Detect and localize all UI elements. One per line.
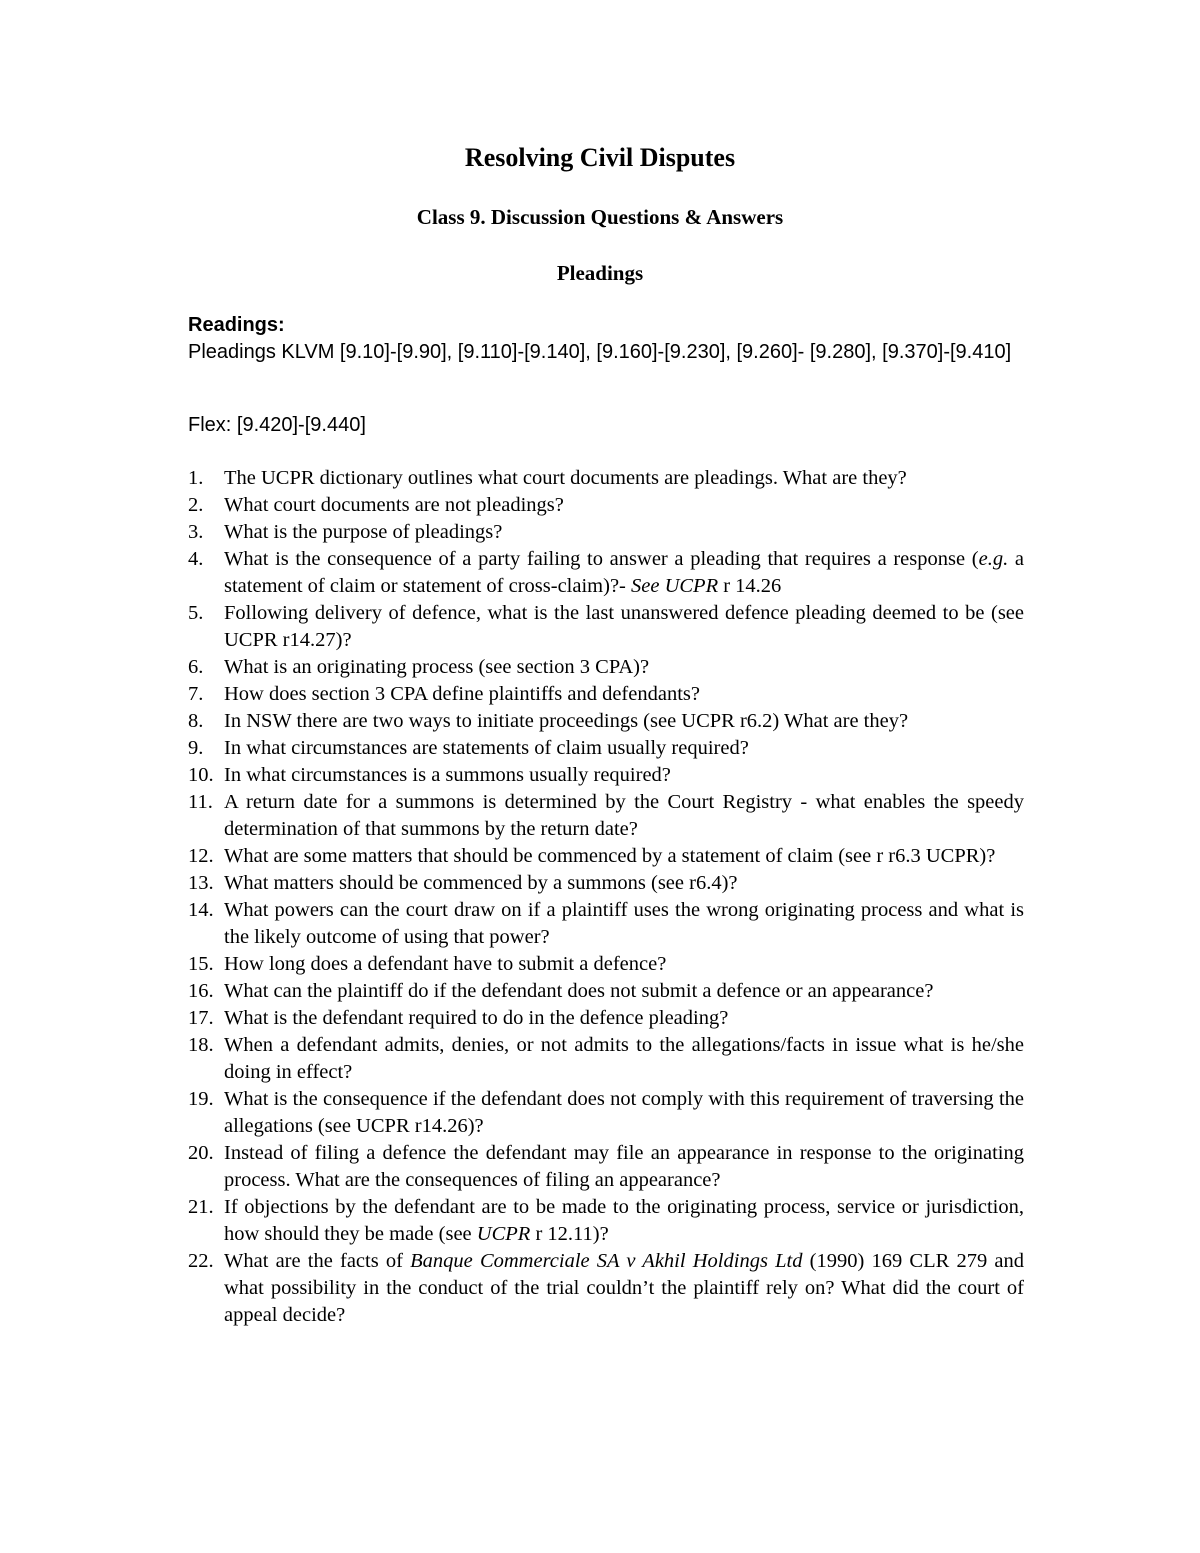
question-text-part: In what circumstances are statements of claim usually required? [224, 737, 749, 759]
question-item [188, 1032, 1024, 1086]
question-text-part: Instead of filing a defence the defendant may file an appearance in response to the originating process. What are the consequences of filing an appearance? [224, 1142, 1024, 1191]
question-text-part: What matters should be commenced by a summons (see r6.4)? [224, 872, 738, 894]
question-text-part: r 12.11)? [530, 1223, 609, 1245]
question-text-part: How does section 3 CPA define plaintiffs and defendants? [224, 683, 700, 705]
question-text-part: What powers can the court draw on if a plaintiff uses the wrong originating process and what is the likely outcome of using that power? [224, 899, 1024, 948]
question-number: 1. [188, 467, 204, 489]
question-item [188, 492, 1024, 519]
question-item [188, 789, 1024, 843]
question-item [188, 978, 1024, 1005]
question-item [188, 1194, 1024, 1248]
question-text [224, 845, 995, 867]
question-item [188, 519, 1024, 546]
question-number: 7. [188, 683, 204, 705]
question-text-part: The UCPR dictionary outlines what court documents are pleadings. What are they? [224, 467, 907, 489]
question-text-italic: See UCPR [631, 575, 719, 597]
flex-readings: Flex: [9.420]-[9.440] [188, 414, 366, 436]
question-number: 14. [188, 899, 214, 921]
question-item [188, 1086, 1024, 1140]
question-number: 12. [188, 845, 214, 867]
question-number: 20. [188, 1142, 214, 1164]
document-subtitle: Class 9. Discussion Questions & Answers [416, 205, 784, 229]
question-text-part: a statement of claim or statement of cross-claim)?- [224, 548, 1024, 597]
question-item [188, 951, 1024, 978]
question-text [224, 1142, 1024, 1191]
question-number: 2. [188, 494, 204, 516]
question-number: 8. [188, 710, 204, 732]
question-text [224, 953, 666, 975]
question-text-part: Following delivery of defence, what is the last unanswered defence pleading deemed to be (see UCPR r14.27)? [224, 602, 1024, 651]
question-text-part: r 14.26 [718, 575, 782, 597]
question-text-part: What is the consequence of a party failing to answer a pleading that requires a response ( [224, 548, 979, 570]
question-item [188, 654, 1024, 681]
question-text [224, 494, 564, 516]
question-text-part: (1990) 169 CLR 279 and what possibility in the conduct of the trial couldn’t the plaintiff rely on? What did the court of appeal decide? [224, 1250, 1024, 1326]
question-number: 22. [188, 1250, 214, 1272]
question-text [224, 1034, 1024, 1083]
question-item [188, 1005, 1024, 1032]
question-number: 6. [188, 656, 204, 678]
question-text-italic: UCPR [476, 1223, 531, 1245]
question-number: 18. [188, 1034, 214, 1056]
question-item [188, 465, 1024, 492]
question-text [224, 602, 1024, 651]
question-list [188, 465, 1024, 1329]
question-text-part: What is an originating process (see section 3 CPA)? [224, 656, 650, 678]
question-text [224, 980, 933, 1002]
question-text [224, 899, 1024, 948]
question-item [188, 681, 1024, 708]
question-item [188, 708, 1024, 735]
readings-text: Pleadings KLVM [9.10]-[9.90], [9.110]-[9.140], [9.160]-[9.230], [9.260]- [9.280], [9.370]-[9.410] [188, 341, 1012, 363]
question-number: 21. [188, 1196, 214, 1218]
question-text-part: In NSW there are two ways to initiate proceedings (see UCPR r6.2) What are they? [224, 710, 909, 732]
question-number: 4. [188, 548, 204, 570]
question-text-part: What is the defendant required to do in the defence pleading? [224, 1007, 729, 1029]
question-number: 3. [188, 521, 204, 543]
question-item [188, 600, 1024, 654]
question-text-part: What are some matters that should be commenced by a statement of claim (see r r6.3 UCPR)? [224, 845, 996, 867]
question-text-part: In what circumstances is a summons usually required? [224, 764, 671, 786]
question-text [224, 1196, 1024, 1245]
question-text [224, 683, 700, 705]
question-text [224, 1007, 728, 1029]
document-title: Resolving Civil Disputes [464, 143, 736, 172]
question-text [224, 764, 671, 786]
question-number: 10. [188, 764, 214, 786]
question-item [188, 735, 1024, 762]
question-text-part: A return date for a summons is determined by the Court Registry - what enables the speedy determination of that summons by the return date? [224, 791, 1024, 840]
question-text-part: What court documents are not pleadings? [224, 494, 564, 516]
question-number: 13. [188, 872, 214, 894]
document-topic: Pleadings [556, 261, 644, 285]
question-number: 11. [188, 791, 213, 813]
question-text-italic: e.g. [978, 548, 1009, 570]
question-item [188, 1248, 1024, 1329]
question-text [224, 872, 738, 894]
question-text [224, 656, 649, 678]
question-text-part: If objections by the defendant are to be made to the originating process, service or jurisdiction, how should they be made (see [224, 1196, 1024, 1245]
question-number: 17. [188, 1007, 214, 1029]
question-number: 19. [188, 1088, 214, 1110]
question-item [188, 843, 1024, 870]
question-text [224, 1250, 1024, 1326]
question-number: 9. [188, 737, 204, 759]
readings-section [188, 312, 1028, 366]
question-number: 16. [188, 980, 214, 1002]
question-text-italic: Banque Commerciale SA v Akhil Holdings Ltd [410, 1250, 803, 1272]
question-text-part: What is the consequence if the defendant does not comply with this requirement of traversing the allegations (see UCPR r14.26)? [224, 1088, 1024, 1137]
question-text-part: What can the plaintiff do if the defendant does not submit a defence or an appearance? [224, 980, 934, 1002]
question-text-part: What are the facts of [224, 1250, 411, 1272]
readings-heading: Readings: [188, 314, 285, 336]
question-item [188, 1140, 1024, 1194]
question-text-part: What is the purpose of pleadings? [224, 521, 503, 543]
question-text [224, 791, 1024, 840]
question-text [224, 467, 907, 489]
question-text-part: How long does a defendant have to submit a defence? [224, 953, 667, 975]
question-number: 5. [188, 602, 204, 624]
question-text-part: When a defendant admits, denies, or not admits to the allegations/facts in issue what is he/she doing in effect? [224, 1034, 1024, 1083]
question-item [188, 870, 1024, 897]
question-text [224, 1088, 1024, 1137]
question-item [188, 762, 1024, 789]
question-item [188, 897, 1024, 951]
question-text [224, 521, 502, 543]
question-item [188, 546, 1024, 600]
question-text [224, 737, 749, 759]
question-text [224, 548, 1024, 597]
question-number: 15. [188, 953, 214, 975]
question-text [224, 710, 908, 732]
